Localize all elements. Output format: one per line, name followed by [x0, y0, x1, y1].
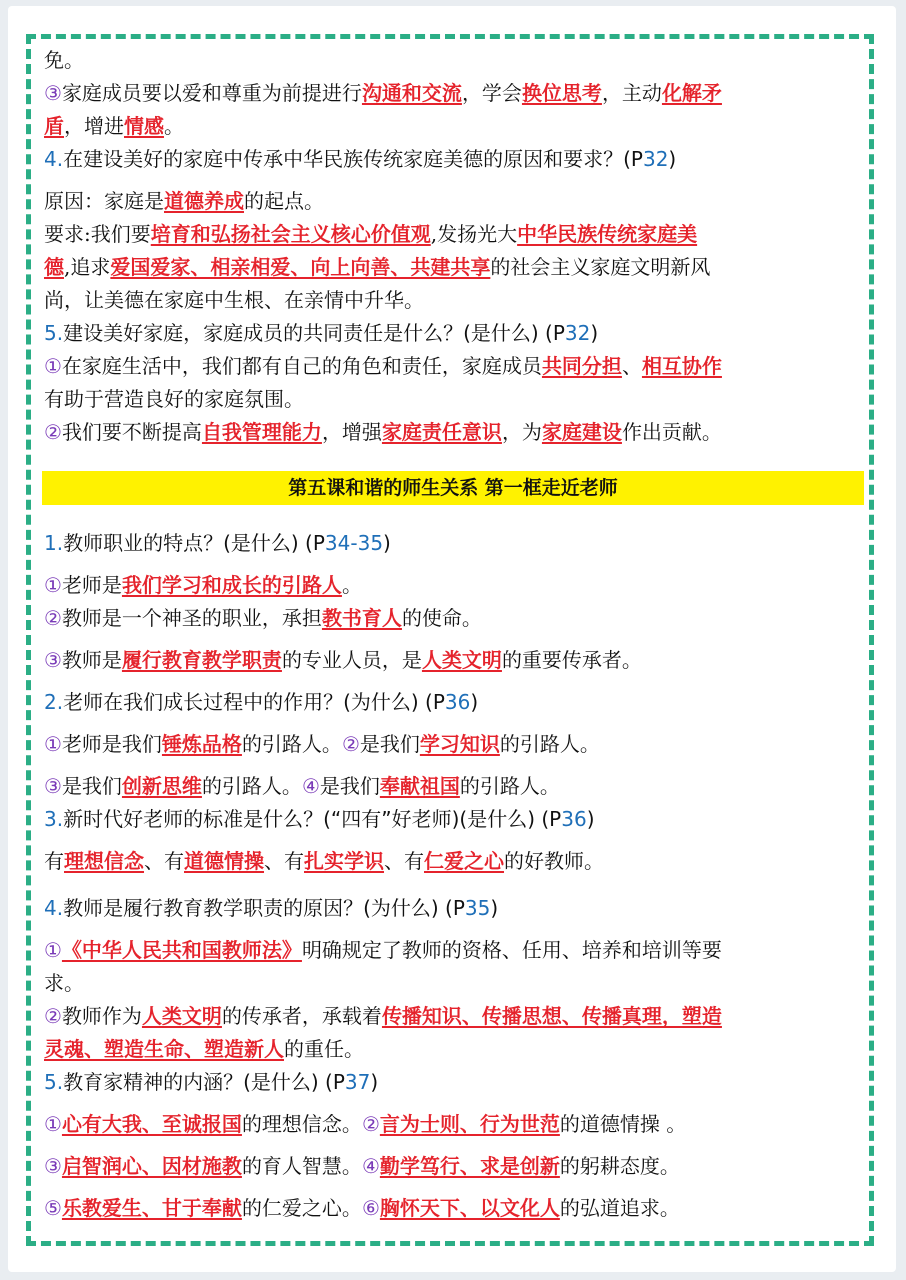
keyword: 启智润心、因材施教	[61, 1154, 242, 1178]
answer-line: ①心有大我、至诚报国的理想信念。②言为士则、行为世范的道德情操 。	[44, 1112, 687, 1136]
keyword: 心有大我、至诚报国	[61, 1112, 242, 1136]
keyword: 家庭建设	[541, 420, 622, 444]
answer-line: ①《中华人民共和国教师法》明确规定了教师的资格、任用、培养和培训等要	[44, 938, 722, 962]
keyword: 传播知识、传播思想、传播真理，塑造	[381, 1004, 722, 1028]
keyword: 化解矛	[661, 81, 722, 105]
keyword: 换位思考	[521, 81, 602, 105]
circled-number: ①	[44, 354, 62, 378]
text-line: 盾，增进情感。	[44, 114, 184, 138]
keyword: 人类文明	[141, 1004, 222, 1028]
keyword: 德	[44, 255, 64, 279]
circled-number: ④	[301, 774, 320, 798]
answer-line: ②教师作为人类文明的传承者，承载着传播知识、传播思想、传播真理，塑造	[44, 1004, 722, 1028]
keyword: 言为士则、行为世范	[379, 1112, 560, 1136]
keyword: 创新思维	[121, 774, 202, 798]
answer-line: 有助于营造良好的家庭氛围。	[44, 387, 304, 411]
keyword: 理想信念	[64, 849, 144, 873]
answer-line: 尚，让美德在家庭中生根、在亲情中升华。	[44, 288, 424, 312]
answer-line: ③启智润心、因材施教的育人智慧。④勤学笃行、求是创新的躬耕态度。	[44, 1154, 680, 1178]
circled-number: ⑤	[44, 1196, 62, 1220]
answer-line: ③是我们创新思维的引路人。④是我们奉献祖国的引路人。	[44, 774, 560, 798]
question-heading: 2.老师在我们成长过程中的作用？(为什么) (P36)	[44, 690, 479, 714]
answer-line: 灵魂、塑造生命、塑造新人的重任。	[44, 1037, 364, 1061]
question-heading: 5.建设美好家庭，家庭成员的共同责任是什么？(是什么) (P32)	[44, 321, 599, 345]
answer-line: ②教师是一个神圣的职业，承担教书育人的使命。	[44, 606, 482, 630]
circled-number: ③	[44, 81, 62, 105]
keyword: 我们学习和成长的引路人	[121, 573, 342, 597]
lesson-banner: 第五课和谐的师生关系 第一框走近老师	[42, 471, 864, 505]
keyword: 中华民族传统家庭美	[517, 222, 698, 246]
keyword: 奉献祖国	[379, 774, 460, 798]
keyword: 扎实学识	[304, 849, 384, 873]
circled-number: ⑥	[361, 1196, 380, 1220]
keyword: 盾	[44, 114, 64, 138]
keyword: 勤学笃行、求是创新	[379, 1154, 560, 1178]
text-line: ③家庭成员要以爱和尊重为前提进行沟通和交流，学会换位思考，主动化解矛	[44, 81, 722, 105]
keyword: 道德情操	[184, 849, 264, 873]
answer-line: ③教师是履行教育教学职责的专业人员，是人类文明的重要传承者。	[44, 648, 642, 672]
text-line: 免。	[44, 48, 84, 72]
circled-number: ①	[44, 938, 62, 962]
circled-number: ②	[44, 420, 62, 444]
circled-number: ③	[44, 774, 62, 798]
circled-number: ①	[44, 732, 62, 756]
keyword: 共同分担	[541, 354, 622, 378]
keyword: 乐教爱生、甘于奉献	[61, 1196, 242, 1220]
keyword: 《中华人民共和国教师法》	[61, 938, 302, 962]
circled-number: ②	[361, 1112, 380, 1136]
keyword: 爱国爱家、相亲相爱、向上向善、共建共享	[110, 255, 491, 279]
answer-line: 原因：家庭是道德养成的起点。	[44, 189, 324, 213]
keyword: 仁爱之心	[424, 849, 504, 873]
keyword: 道德养成	[164, 189, 244, 213]
question-heading: 4.教师是履行教育教学职责的原因？(为什么) (P35)	[44, 896, 499, 920]
answer-line: ⑤乐教爱生、甘于奉献的仁爱之心。⑥胸怀天下、以文化人的弘道追求。	[44, 1196, 680, 1220]
keyword: 履行教育教学职责	[121, 648, 282, 672]
answer-line: 要求:我们要培育和弘扬社会主义核心价值观,发扬光大中华民族传统家庭美	[44, 222, 698, 246]
circled-number: ②	[44, 606, 62, 630]
question-heading: 3.新时代好老师的标准是什么？(“四有”好老师)(是什么) (P36)	[44, 807, 595, 831]
answer-line: ①在家庭生活中，我们都有自己的角色和责任，家庭成员共同分担、相互协作	[44, 354, 722, 378]
circled-number: ①	[44, 573, 62, 597]
circled-number: ①	[44, 1112, 62, 1136]
keyword: 相互协作	[641, 354, 722, 378]
circled-number: ③	[44, 1154, 62, 1178]
keyword: 家庭责任意识	[381, 420, 502, 444]
keyword: 学习知识	[419, 732, 500, 756]
keyword: 灵魂、塑造生命、塑造新人	[44, 1037, 284, 1061]
keyword: 锤炼品格	[161, 732, 242, 756]
keyword: 培育和弘扬社会主义核心价值观	[150, 222, 431, 246]
notes-content	[44, 44, 864, 1225]
keyword: 情感	[124, 114, 164, 138]
circled-number: ②	[341, 732, 360, 756]
circled-number: ②	[44, 1004, 62, 1028]
keyword: 教书育人	[321, 606, 402, 630]
question-heading: 4.在建设美好的家庭中传承中华民族传统家庭美德的原因和要求？(P32)	[44, 147, 677, 171]
keyword: 人类文明	[421, 648, 502, 672]
answer-line: 德,追求爱国爱家、相亲相爱、向上向善、共建共享的社会主义家庭文明新风	[44, 255, 711, 279]
circled-number: ④	[361, 1154, 380, 1178]
answer-line: ①老师是我们锤炼品格的引路人。②是我们学习知识的引路人。	[44, 732, 600, 756]
keyword: 胸怀天下、以文化人	[379, 1196, 560, 1220]
circled-number: ③	[44, 648, 62, 672]
keyword: 自我管理能力	[201, 420, 322, 444]
answer-line: 有理想信念、有道德情操、有扎实学识、有仁爱之心的好教师。	[44, 849, 604, 873]
answer-line: ②我们要不断提高自我管理能力，增强家庭责任意识，为家庭建设作出贡献。	[44, 420, 722, 444]
question-heading: 5.教育家精神的内涵？(是什么) (P37)	[44, 1070, 379, 1094]
answer-line: 求。	[44, 971, 84, 995]
keyword: 沟通和交流	[361, 81, 462, 105]
answer-line: ①老师是我们学习和成长的引路人。	[44, 573, 362, 597]
question-heading: 1.教师职业的特点？(是什么) (P34-35)	[44, 531, 391, 555]
